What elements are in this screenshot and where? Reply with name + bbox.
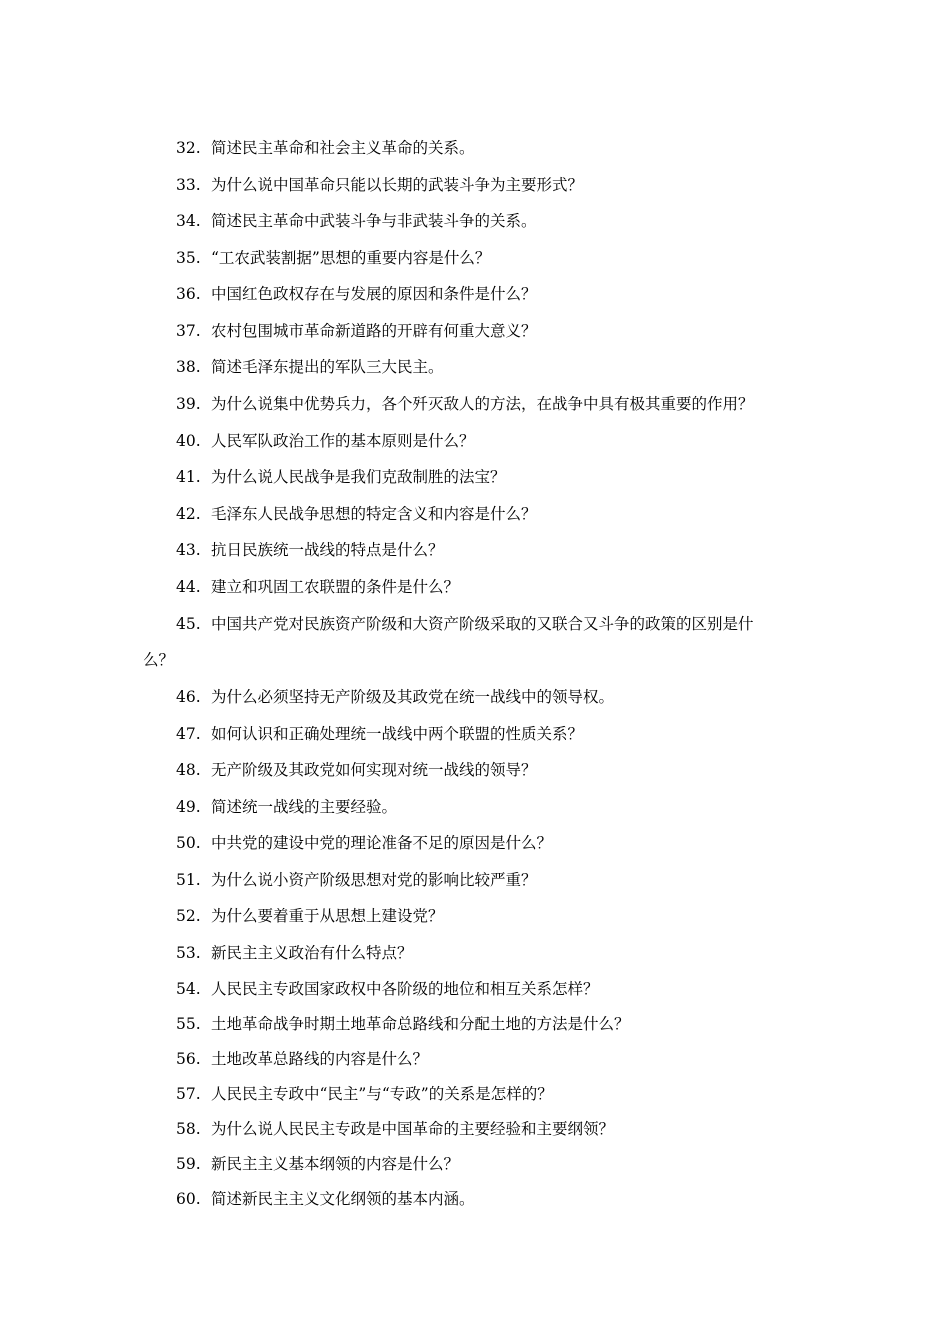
question-number: 42. [176, 505, 201, 523]
question-text: 为什么说集中优势兵力，各个歼灭敌人的方法，在战争中具有极其重要的作用？ [211, 395, 754, 413]
question-number: 60. [176, 1190, 201, 1208]
question-text: 人民民主专政中“民主”与“专政”的关系是怎样的？ [211, 1085, 553, 1103]
question-text: 简述统一战线的主要经验。 [211, 798, 398, 816]
question-text: 建立和巩固工农联盟的条件是什么？ [211, 578, 460, 596]
question-text: 土地革命战争时期土地革命总路线和分配土地的方法是什么？ [211, 1015, 630, 1033]
question-number: 33. [176, 176, 201, 194]
question-text: “工农武装割据”思想的重要内容是什么？ [211, 249, 491, 267]
question-text: 为什么必须坚持无产阶级及其政党在统一战线中的领导权。 [211, 688, 615, 706]
question-number: 46. [176, 688, 201, 706]
question-text: 为什么说人民战争是我们克敌制胜的法宝？ [211, 468, 506, 486]
question-number: 43. [176, 541, 201, 559]
question-number: 44. [176, 578, 201, 596]
question-number: 58. [176, 1120, 201, 1138]
question-number: 51. [176, 871, 201, 889]
question-number: 52. [176, 907, 201, 925]
question-number: 40. [176, 432, 201, 450]
question-number: 56. [176, 1050, 201, 1068]
question-text: 简述民主革命中武装斗争与非武装斗争的关系。 [211, 212, 537, 230]
question-number: 39. [176, 395, 201, 413]
question-number: 34. [176, 212, 201, 230]
question-number: 57. [176, 1085, 201, 1103]
question-number: 32. [176, 139, 201, 157]
question-text: 农村包围城市革命新道路的开辟有何重大意义？ [211, 322, 537, 340]
question-number: 47. [176, 725, 201, 743]
question-text: 人民军队政治工作的基本原则是什么？ [211, 432, 475, 450]
question-text: 中国共产党对民族资产阶级和大资产阶级采取的又联合又斗争的政策的区别是什 [211, 615, 754, 633]
question-text: 为什么要着重于从思想上建设党？ [211, 907, 444, 925]
question-number: 59. [176, 1155, 201, 1173]
question-text: 新民主主义基本纲领的内容是什么？ [211, 1155, 460, 1173]
question-text: 无产阶级及其政党如何实现对统一战线的领导？ [211, 761, 537, 779]
question-text: 为什么说人民民主专政是中国革命的主要经验和主要纲领？ [211, 1120, 615, 1138]
question-text: 土地改革总路线的内容是什么？ [211, 1050, 429, 1068]
question-text: 新民主主义政治有什么特点？ [211, 944, 413, 962]
question-text: 为什么说中国革命只能以长期的武装斗争为主要形式？ [211, 176, 584, 194]
question-text: 中国红色政权存在与发展的原因和条件是什么？ [211, 285, 537, 303]
question-number: 38. [176, 358, 201, 376]
question-text: 简述毛泽东提出的军队三大民主。 [211, 358, 444, 376]
question-number: 41. [176, 468, 201, 486]
question-text: 中共党的建设中党的理论准备不足的原因是什么？ [211, 834, 553, 852]
question-text: 简述新民主主义文化纲领的基本内涵。 [211, 1190, 475, 1208]
question-number: 48. [176, 761, 201, 779]
question-number: 45. [176, 615, 201, 633]
question-number: 37. [176, 322, 201, 340]
question-number: 54. [176, 980, 201, 998]
question-text: 毛泽东人民战争思想的特定含义和内容是什么？ [211, 505, 537, 523]
question-number: 53. [176, 944, 201, 962]
question-number: 50. [176, 834, 201, 852]
question-text-continuation: 么？ [143, 651, 175, 669]
question-text: 人民民主专政国家政权中各阶级的地位和相互关系怎样？ [211, 980, 599, 998]
question-text: 为什么说小资产阶级思想对党的影响比较严重？ [211, 871, 537, 889]
question-number: 35. [176, 249, 201, 267]
question-number: 55. [176, 1015, 201, 1033]
question-number: 36. [176, 285, 201, 303]
question-text: 抗日民族统一战线的特点是什么？ [211, 541, 444, 559]
question-text: 如何认识和正确处理统一战线中两个联盟的性质关系？ [211, 725, 584, 743]
question-number: 49. [176, 798, 201, 816]
question-text: 简述民主革命和社会主义革命的关系。 [211, 139, 475, 157]
